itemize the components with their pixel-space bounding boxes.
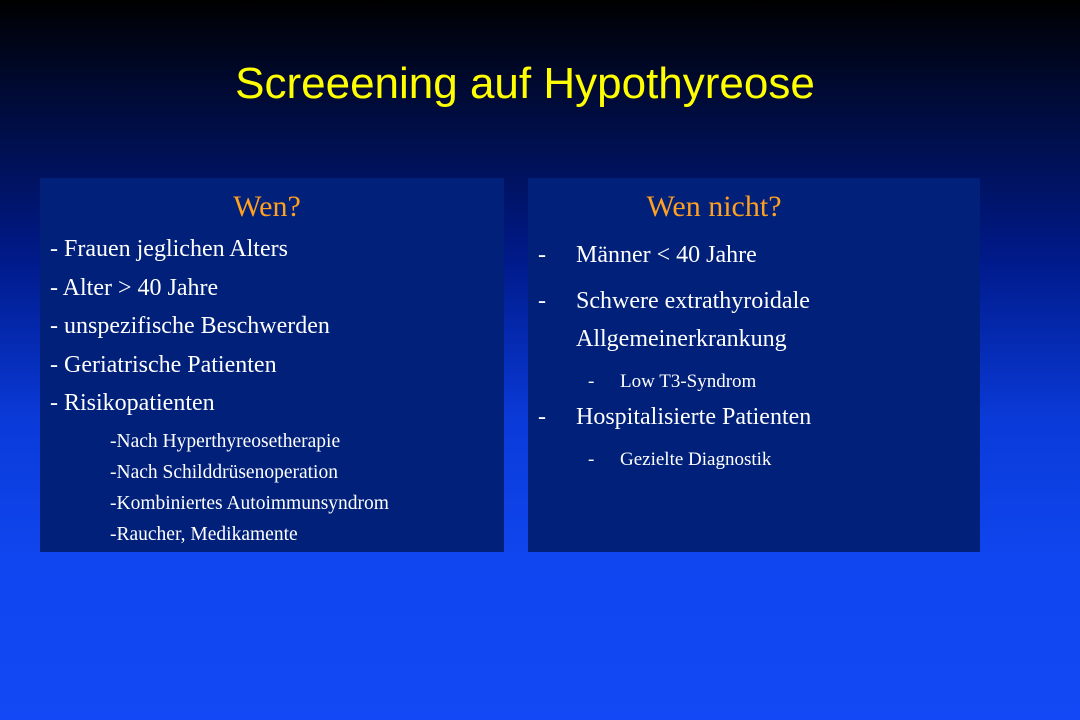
wen-nicht-item: [538, 282, 980, 358]
wen-nicht-subitem: [538, 446, 980, 474]
panel-wen-nicht: [528, 178, 980, 552]
wen-nicht-item: [538, 398, 980, 436]
wen-item: - Geriatrische Patienten: [50, 351, 277, 378]
bullet-dash: -: [538, 242, 546, 268]
wen-nicht-item-text: Hospitalisierte Patienten: [576, 404, 812, 430]
panel-wen-heading: Wen?: [233, 190, 301, 223]
wen-risk-subitem: -Kombiniertes Autoimmunsyndrom: [110, 493, 389, 514]
wen-item: - Frauen jeglichen Alters: [50, 236, 288, 262]
wen-nicht-subitem-text: Low T3-Syndrom: [620, 371, 757, 392]
wen-item: - Risikopatienten: [50, 390, 215, 416]
wen-nicht-item-text: Schwere extrathyroidale Allgemeinerkrankung: [576, 288, 810, 352]
wen-item: - unspezifische Beschwerden: [50, 313, 330, 339]
wen-nicht-subitem-text: Gezielte Diagnostik: [620, 449, 772, 470]
wen-risk-subitem: -Nach Schilddrüsenoperation: [110, 462, 338, 483]
bullet-dash: -: [538, 288, 546, 314]
wen-nicht-item: [538, 236, 980, 274]
wen-nicht-subitem: [538, 368, 980, 396]
slide-title: Screeening auf Hypothyreose: [235, 59, 815, 108]
bullet-dash: -: [588, 449, 595, 470]
wen-risk-subitem: -Raucher, Medikamente: [110, 524, 298, 545]
wen-risk-sublist: [50, 426, 389, 550]
wen-list: [50, 230, 330, 423]
wen-nicht-item-text: Männer < 40 Jahre: [576, 242, 757, 268]
panel-wen: [40, 178, 504, 552]
wen-item: - Alter > 40 Jahre: [50, 274, 219, 301]
wen-nicht-list: [538, 236, 980, 476]
panel-wen-nicht-heading: Wen nicht?: [646, 190, 782, 223]
bullet-dash: -: [588, 371, 595, 392]
wen-risk-subitem: -Nach Hyperthyreosetherapie: [110, 431, 341, 452]
bullet-dash: -: [538, 404, 546, 430]
